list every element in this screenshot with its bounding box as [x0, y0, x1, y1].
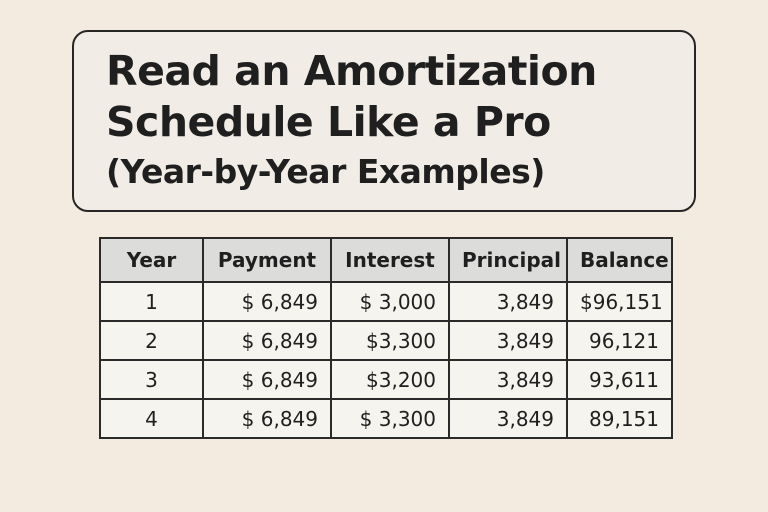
cell-interest: $3,300	[331, 321, 449, 360]
cell-interest: $ 3,000	[331, 282, 449, 321]
cell-year: 2	[100, 321, 203, 360]
cell-year: 3	[100, 360, 203, 399]
cell-balance: 89,151	[567, 399, 672, 438]
cell-principal: 3,849	[449, 321, 567, 360]
cell-balance: 93,611	[567, 360, 672, 399]
title-box	[72, 30, 696, 212]
header-payment: Payment	[203, 238, 331, 282]
cell-payment: $ 6,849	[203, 399, 331, 438]
header-principal: Principal	[449, 238, 567, 282]
cell-principal: 3,849	[449, 399, 567, 438]
table-row	[100, 321, 672, 360]
cell-interest: $3,200	[331, 360, 449, 399]
cell-year: 4	[100, 399, 203, 438]
table-row	[100, 360, 672, 399]
table-row	[100, 282, 672, 321]
title-line-3: (Year-by-Year Examples)	[106, 152, 545, 191]
cell-principal: 3,849	[449, 282, 567, 321]
header-interest: Interest	[331, 238, 449, 282]
title-line-2: Schedule Like a Pro	[106, 98, 551, 146]
header-year: Year	[100, 238, 203, 282]
cell-balance: 96,121	[567, 321, 672, 360]
cell-balance: $96,151	[567, 282, 672, 321]
header-balance: Balance	[567, 238, 672, 282]
cell-principal: 3,849	[449, 360, 567, 399]
amortization-table	[99, 237, 673, 439]
table-row	[100, 399, 672, 438]
cell-year: 1	[100, 282, 203, 321]
cell-payment: $ 6,849	[203, 282, 331, 321]
cell-payment: $ 6,849	[203, 321, 331, 360]
cell-interest: $ 3,300	[331, 399, 449, 438]
table-header-row	[100, 238, 672, 282]
title-line-1: Read an Amortization	[106, 47, 597, 95]
cell-payment: $ 6,849	[203, 360, 331, 399]
